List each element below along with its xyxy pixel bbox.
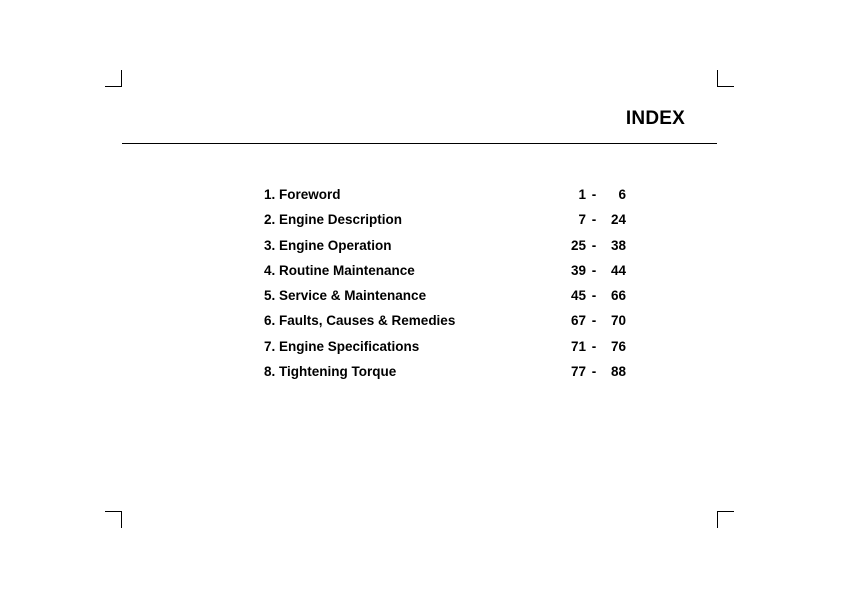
toc-item-label: 5. Service & Maintenance [264,288,427,304]
toc-page-start: 45 [570,288,586,304]
toc-item-engine-description[interactable] [264,210,644,235]
table-of-contents [264,185,644,387]
toc-item-label: 4. Routine Maintenance [264,262,415,278]
toc-page-start: 77 [570,364,586,380]
crop-mark-top-left [121,70,122,87]
toc-page-end: 6 [618,187,626,202]
toc-page-range [554,286,644,306]
crop-mark-top-right [717,70,718,87]
crop-mark-top-right [717,86,734,87]
toc-page-range [554,261,644,281]
crop-mark-bottom-right [717,511,734,512]
toc-item-label: 7. Engine Specifications [264,338,420,354]
toc-page-dash: - [591,288,597,304]
toc-page-dash: - [591,313,597,329]
toc-item-engine-specifications[interactable] [264,337,644,362]
toc-page-range [554,185,644,205]
crop-mark-top-left [105,86,122,87]
crop-mark-bottom-right [717,511,718,528]
toc-page-range [554,311,644,331]
toc-page-dash: - [591,262,597,278]
toc-page-end: 44 [610,262,626,278]
toc-page-start: 67 [570,313,586,329]
toc-page-start: 1 [578,187,586,202]
toc-page-range [554,362,644,382]
toc-item-label: 8. Tightening Torque [264,364,397,380]
toc-item-label: 6. Faults, Causes & Remedies [264,313,456,329]
toc-page-end: 38 [610,237,626,253]
page-title: INDEX [625,108,685,129]
toc-page-dash: - [591,187,597,202]
toc-page-start: 71 [570,338,586,354]
toc-page-start: 25 [570,237,586,253]
toc-page-dash: - [591,212,597,228]
toc-page-range [554,236,644,256]
toc-page-end: 70 [610,313,626,329]
toc-item-label: 1. Foreword [264,187,341,202]
toc-page-end: 76 [610,338,626,354]
toc-item-label: 2. Engine Description [264,212,403,228]
crop-mark-bottom-left [121,511,122,528]
toc-item-tightening-torque[interactable] [264,362,644,387]
toc-item-faults-causes-remedies[interactable] [264,311,644,336]
toc-page-end: 66 [610,288,626,304]
toc-item-label: 3. Engine Operation [264,237,392,253]
toc-item-engine-operation[interactable] [264,236,644,261]
toc-item-service-maintenance[interactable] [264,286,644,311]
toc-page-dash: - [591,237,597,253]
toc-page-end: 24 [610,212,626,228]
toc-page-start: 7 [578,212,586,228]
toc-item-routine-maintenance[interactable] [264,261,644,286]
toc-page-range [554,337,644,357]
toc-page-start: 39 [570,262,586,278]
toc-page-dash: - [591,364,597,380]
toc-item-foreword[interactable] [264,185,644,210]
toc-page-range [554,210,644,230]
toc-page-dash: - [591,338,597,354]
crop-mark-bottom-left [105,511,122,512]
header-divider [122,143,717,144]
toc-page-end: 88 [610,364,626,380]
